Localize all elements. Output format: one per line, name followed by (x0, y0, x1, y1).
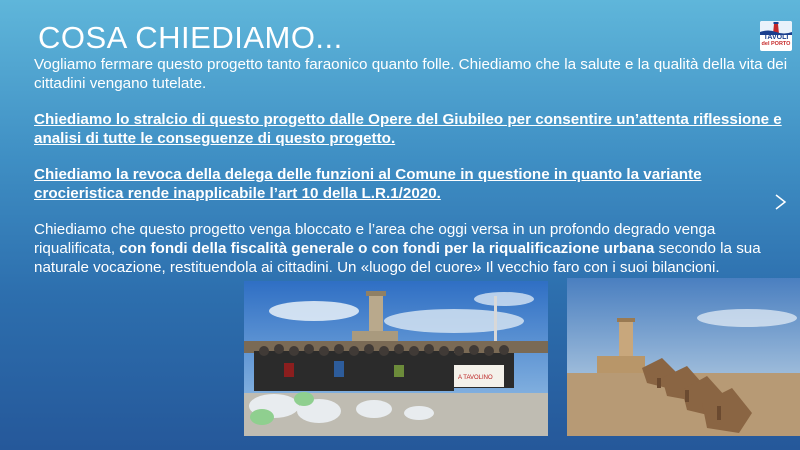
final-paragraph (34, 220, 774, 277)
request-revoca: Chiediamo la revoca della delega delle funzioni al Comune in questione in quanto la variante crocieristica rende inapplicabile l’art 10 della L.R.1/2020. (34, 166, 702, 202)
intro-paragraph: Vogliamo fermare questo progetto tanto faraonico quanto folle. Chiediamo che la salute e la qualità della vita dei cittadini vengano tutelate. (34, 56, 788, 92)
request-stralcio: Chiediamo lo stralcio di questo progetto dalle Opere del Giubileo per consentire un’attenta riflessione e analisi di tutte le conseguenze di questo progetto. (34, 111, 782, 147)
tavoli-del-porto-logo (760, 21, 792, 51)
lighthouse-icon (760, 21, 792, 35)
final-paragraph-part-1: Chiediamo che questo progetto venga bloccato e l’area che oggi versa in un profondo degrado venga riqualificata, (34, 221, 716, 257)
volunteers-group-photo (244, 281, 548, 436)
final-paragraph-part-2: secondo la sua naturale vocazione, restituendola ai cittadini. Un «luogo del cuore» Il vecchio faro con i suoi bilancioni. (34, 240, 761, 276)
logo-text-porto: del PORTO (761, 41, 791, 47)
funding-text: con fondi della fiscalità generale o con fondi per la riqualificazione urbana (119, 240, 655, 257)
logo-text-tavoli: TAVOLI (763, 34, 789, 41)
chevron-right-icon[interactable] (774, 193, 788, 211)
old-lighthouse-photo (567, 278, 800, 436)
slide-title: COSA CHIEDIAMO... (38, 20, 343, 55)
banner-text: A TAVOLINO (458, 375, 493, 381)
